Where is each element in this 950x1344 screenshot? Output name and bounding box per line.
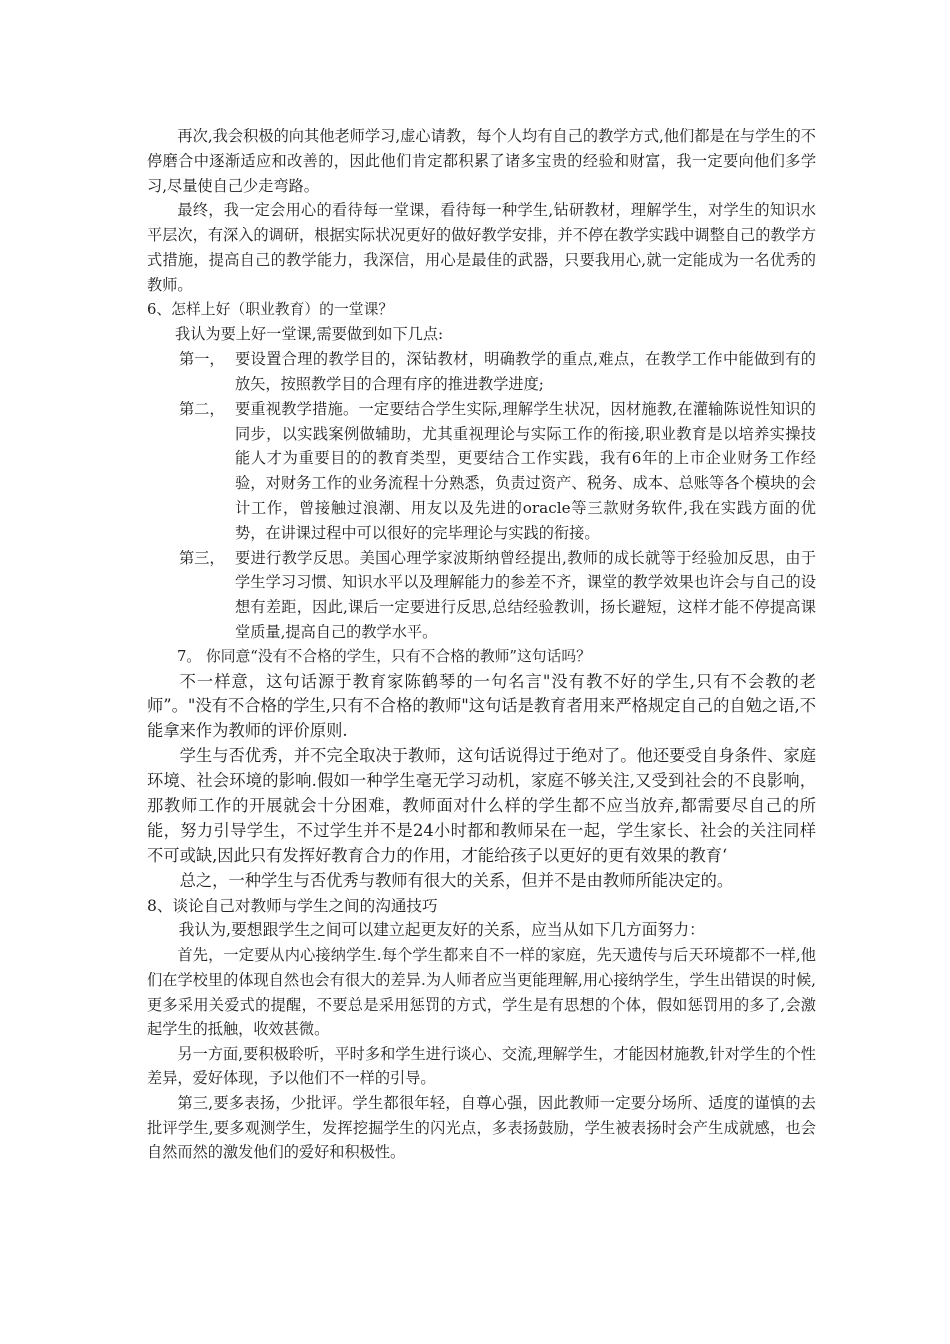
paragraph-relationship: 我认为,要想跟学生之间可以建立起更友好的关系，应当从如下几方面努力：	[178, 920, 705, 940]
paragraph-accept-students: 首先，一定要从内心接纳学生.每个学生都来自不一样的家庭，先天遗传与后天环境都不一样,他们在学校里的体现自然也会有很大的差异.为人师者应当更能理解,用心接纳学生，学生出错误的时候,更多采用关爱式的提醒，不要总是采用惩罚的方式，学生是有思想的个体，假如惩罚用的多了,会激起学生的抵触，收效甚微。	[147, 946, 816, 1039]
paragraph-disagree: 不一样意，这句话源于教育家陈鹤琴的一句名言"没有教不好的学生,只有不会教的老师”。"没有不合格的学生,只有不合格的教师"这句话是教育者用来严格规定自己的自勉之语,不能拿来作为教师的评价原则.	[147, 671, 816, 741]
paragraph-praise: 第三,要多表扬，少批评。学生都很年轻，自尊心强，因此教师一定要分场所、适度的谨慎的去批评学生,要多观测学生，发挥挖掘学生的闪光点，多表扬鼓励，学生被表扬时会产生成就感，也会自然而然的激发他们的爱好和积极性。	[147, 1093, 816, 1162]
list-item-mark: 第二，	[179, 399, 225, 418]
list-item-text: 要设置合理的教学目的，深钻教材，明确教学的重点,难点，在教学工作中能做到有的放矢，按照教学目的合理有序的推进教学进度;	[235, 350, 816, 393]
paragraph-in-summary: 总之，一种学生与否优秀与教师有很大的关系，但并不是由教师所能决定的。	[179, 870, 734, 890]
heading-7: 7。 你同意“没有不合格的学生，只有不合格的教师”这句话吗？	[177, 647, 591, 665]
list-item-first	[147, 347, 816, 397]
paragraph-finally: 最终，我一定会用心的看待每一堂课，看待每一种学生,钻研教材，理解学生，对学生的知识水平层次，有深入的调研，根据实际状况更好的做好教学安排，并不停在教学实践中调整自己的教学方式措施，提高自己的教学能力，我深信，用心是最佳的武器，只要我用心,就一定能成为一名优秀的教师。	[147, 201, 816, 294]
list-item-text: 要进行教学反思。美国心理学家波斯纳曾经提出,教师的成长就等于经验加反思，由于学生学习习惯、知识水平以及理解能力的参差不齐，课堂的教学效果也许会与自己的设想有差距，因此,课后一定要进行反思,总结经验教训，扬长避短，这样才能不停提高课堂质量,提高自己的教学水平。	[235, 548, 816, 641]
heading-8: 8、谈论自己对教师与学生之间的沟通技巧	[147, 896, 438, 915]
heading-6: 6、怎样上好（职业教育）的一堂课？	[147, 300, 394, 318]
list-item-second	[147, 397, 816, 546]
paragraph-student-excellence: 学生与否优秀，并不完全取决于教师，这句话说得过于绝对了。他还要受自身条件、家庭环境、社会环境的影响.假如一种学生毫无学习动机，家庭不够关注,又受到社会的不良影响，那教师工作的开展就会十分困难，教师面对什么样的学生都不应当放弃,都需要尽自己的所能，努力引导学生，不过学生并不是24小时都和教师呆在一起，学生家长、社会的关注同样不可或缺,因此只有发挥好教育合力的作用，才能给孩子以更好的更有效果的教育‘	[147, 746, 816, 865]
list-item-third	[147, 546, 816, 645]
list-item-mark: 第一，	[179, 350, 225, 369]
paragraph-listen: 另一方面,要积极聆听，平时多和学生进行谈心、交流,理解学生，才能因材施教,针对学生的个性差异，爱好体现，予以他们不一样的引导。	[147, 1044, 816, 1088]
heading-6-lead: 我认为要上好一堂课,需要做到如下几点:	[175, 325, 444, 344]
list-item-text: 要重视教学措施。一定要结合学生实际,理解学生状况，因材施教,在灌输陈说性知识的同步，以实践案例做辅助，尤其重视理论与实际工作的衔接,职业教育是以培养实操技能人才为重要目的的教育类型，更要结合工作实践，我有6年的上市企业财务工作经验，对财务工作的业务流程十分熟悉，负责过资产、税务、成本、总账等各个模块的会计工作，曾接触过浪潮、用友以及先进的oracle等三款财务软件,我在实践方面的优势，在讲课过程中可以很好的完毕理论与实践的衔接。	[235, 399, 816, 542]
paragraph-learn-from-teachers: 再次,我会积极的向其他老师学习,虚心请教，每个人均有自己的教学方式,他们都是在与学生的不停磨合中逐渐适应和改善的，因此他们肯定都积累了诸多宝贵的经验和财富，我一定要向他们多学习,尽量使自己少走弯路。	[147, 127, 816, 195]
list-item-mark: 第三，	[179, 548, 225, 567]
